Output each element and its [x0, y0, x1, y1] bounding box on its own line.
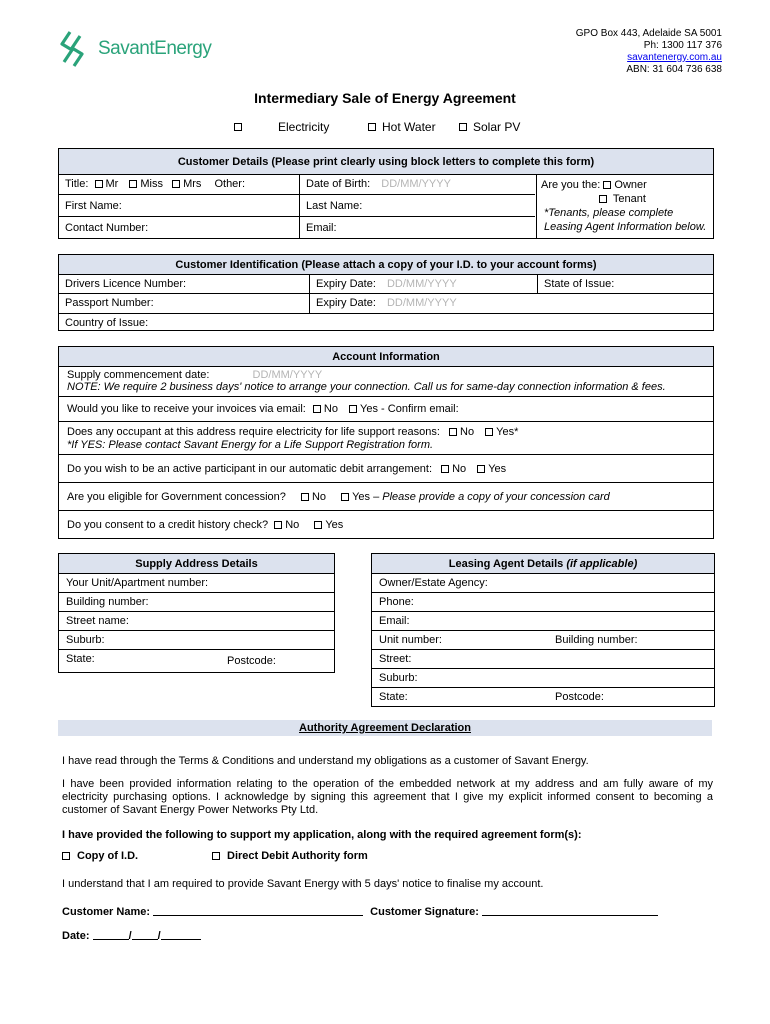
direct-debit-row — [59, 455, 713, 483]
customer-details-section — [58, 148, 714, 239]
agent-unit-row — [372, 631, 714, 650]
title-mrs-checkbox[interactable] — [172, 180, 180, 188]
direct-debit-no-label: No — [452, 463, 467, 475]
agent-state-row — [372, 688, 714, 707]
account-header: Account Information — [59, 347, 713, 367]
state-of-issue-field[interactable] — [537, 275, 713, 293]
direct-debit-form-checkbox[interactable] — [212, 852, 220, 860]
agent-phone-label: Phone: — [379, 596, 414, 608]
concession-yes-checkbox[interactable] — [341, 493, 349, 501]
country-of-issue-field[interactable] — [59, 314, 154, 331]
tenant-note-1: *Tenants, please complete — [544, 207, 674, 219]
identification-header: Customer Identification (Please attach a copy of your I.D. to your account forms) — [59, 255, 713, 275]
supply-building-field[interactable] — [59, 593, 334, 612]
supply-building-label: Building number: — [66, 596, 149, 608]
direct-debit-form-label: Direct Debit Authority form — [227, 850, 368, 862]
invoice-email-row — [59, 397, 713, 422]
customer-row-contact — [59, 217, 535, 239]
country-label: Country of Issue: — [65, 317, 149, 329]
leasing-agent-title: Leasing Agent Details — [448, 558, 564, 570]
company-address: GPO Box 443, Adelaide SA 5001 — [575, 28, 722, 39]
state-of-issue-label: State of Issue: — [544, 278, 615, 290]
supply-date-placeholder[interactable]: DD/MM/YYYY — [252, 369, 323, 381]
solar-pv-label: Solar PV — [473, 120, 521, 134]
contact-number-field[interactable] — [59, 217, 299, 239]
date-label: Date: — [62, 930, 90, 942]
brand-logo — [60, 30, 220, 72]
invoice-yes-checkbox[interactable] — [349, 405, 357, 413]
tenant-checkbox[interactable] — [599, 195, 607, 203]
date-day-line[interactable] — [93, 929, 129, 940]
copy-id-checkbox[interactable] — [62, 852, 70, 860]
concession-question: Are you eligible for Government concession? — [67, 491, 286, 503]
direct-debit-yes-label: Yes — [488, 463, 507, 475]
owner-label: Owner — [614, 179, 647, 191]
supply-postcode-label: Postcode: — [227, 655, 276, 667]
signature-row: Customer Name: Customer Signature: — [62, 905, 713, 919]
tenant-note-2: Leasing Agent Information below. — [544, 221, 707, 233]
agent-street-label: Street: — [379, 653, 412, 665]
supply-state-field[interactable] — [59, 650, 334, 672]
customer-details-header: Customer Details (Please print clearly using block letters to complete this form) — [59, 149, 713, 175]
concession-no-label: No — [311, 491, 327, 503]
concession-no-checkbox[interactable] — [301, 493, 309, 501]
licence-expiry-label: Expiry Date: — [316, 278, 376, 290]
agent-postcode-label[interactable]: Postcode: — [555, 691, 604, 703]
agency-field[interactable] — [372, 574, 714, 593]
title-mr-checkbox[interactable] — [95, 180, 103, 188]
supply-address-section — [58, 553, 335, 673]
life-support-question: Does any occupant at this address require electricity for life support reasons: — [67, 426, 440, 438]
savant-logo-icon — [60, 30, 96, 70]
email-label: Email: — [306, 222, 337, 234]
customer-signature-label: Customer Signature: — [370, 906, 479, 918]
date-month-line[interactable] — [132, 929, 158, 940]
supporting-documents — [62, 850, 713, 864]
passport-number-field[interactable] — [59, 294, 309, 313]
owner-checkbox[interactable] — [603, 181, 611, 189]
life-support-yes-label: Yes* — [496, 426, 519, 438]
invoice-yes-label: Yes - Confirm email: — [360, 403, 459, 415]
copy-id-label: Copy of I.D. — [77, 850, 139, 862]
supply-unit-field[interactable] — [59, 574, 334, 593]
agent-suburb-label: Suburb: — [379, 672, 418, 684]
passport-expiry-field[interactable] — [309, 294, 537, 313]
contact-number-label: Contact Number: — [65, 222, 149, 234]
leasing-agent-section — [371, 553, 715, 707]
passport-expiry-placeholder: DD/MM/YYYY — [386, 297, 457, 309]
credit-check-yes-checkbox[interactable] — [314, 521, 322, 529]
title-miss-label: Miss — [140, 178, 163, 190]
last-name-field[interactable] — [299, 195, 535, 216]
authority-paragraph-3: I have provided the following to support my application, along with the required agreement form(s): — [62, 829, 582, 841]
hot-water-label: Hot Water — [382, 120, 436, 134]
hot-water-checkbox[interactable] — [368, 123, 376, 131]
credit-check-yes-label: Yes — [325, 519, 344, 531]
passport-row — [59, 294, 713, 314]
dob-placeholder: DD/MM/YYYY — [381, 178, 451, 190]
supply-address-header: Supply Address Details — [59, 554, 334, 574]
agent-suburb-field[interactable] — [372, 669, 714, 688]
credit-check-row — [59, 511, 713, 539]
licence-expiry-placeholder: DD/MM/YYYY — [386, 278, 457, 290]
tenant-label: Tenant — [612, 193, 646, 205]
last-name-label: Last Name: — [306, 200, 363, 212]
supply-unit-label: Your Unit/Apartment number: — [66, 577, 209, 589]
brand-name: SavantEnergy — [98, 38, 212, 59]
supply-date-row — [59, 367, 713, 397]
supply-street-label: Street name: — [66, 615, 129, 627]
leasing-agent-title-italic: (if applicable) — [566, 558, 638, 570]
account-information-section — [58, 346, 714, 539]
life-support-no-checkbox[interactable] — [449, 428, 457, 436]
direct-debit-no-checkbox[interactable] — [441, 465, 449, 473]
customer-name-line[interactable] — [153, 905, 363, 916]
supply-date-label: Supply commencement date: — [67, 369, 210, 381]
electricity-label: Electricity — [278, 120, 330, 134]
life-support-note: *If YES: Please contact Savant Energy for a Life Support Registration form. — [67, 439, 434, 451]
dob-label: Date of Birth: — [306, 178, 371, 190]
credit-check-no-checkbox[interactable] — [274, 521, 282, 529]
title-other-label: Other: — [214, 178, 246, 190]
customer-row-title — [59, 175, 535, 195]
company-abn: ABN: 31 604 736 638 — [626, 64, 722, 75]
customer-signature-line[interactable] — [482, 905, 658, 916]
passport-expiry-label: Expiry Date: — [316, 297, 376, 309]
credit-check-question: Do you consent to a credit history check? — [67, 519, 269, 531]
dob-cell[interactable] — [299, 175, 535, 194]
licence-label: Drivers Licence Number: — [65, 278, 187, 290]
agent-state-label[interactable]: State: — [379, 691, 408, 703]
title-cell — [59, 175, 299, 194]
authority-body — [62, 755, 713, 943]
concession-yes-label: Yes – — [352, 491, 380, 503]
life-support-row — [59, 422, 713, 455]
agency-label: Owner/Estate Agency: — [379, 577, 488, 589]
agent-unit-label[interactable]: Unit number: — [379, 634, 442, 646]
supply-suburb-field[interactable] — [59, 631, 334, 650]
title-mrs-label: Mrs — [183, 178, 202, 190]
agent-email-field[interactable] — [372, 612, 714, 631]
life-support-no-label: No — [460, 426, 475, 438]
concession-note: Please provide a copy of your concession card — [382, 491, 610, 503]
agent-email-label: Email: — [379, 615, 410, 627]
licence-row — [59, 275, 713, 294]
direct-debit-yes-checkbox[interactable] — [477, 465, 485, 473]
date-year-line[interactable] — [161, 929, 201, 940]
leasing-agent-header — [372, 554, 714, 574]
company-phone: Ph: 1300 117 376 — [643, 40, 722, 51]
company-website-link[interactable]: savantenergy.com.au — [627, 52, 722, 63]
authority-paragraph-4: I understand that I am required to provide Savant Energy with 5 days' notice to finalise my account. — [62, 878, 544, 890]
solar-pv-checkbox[interactable] — [459, 123, 467, 131]
supply-note: NOTE: We require 2 business days' notice to arrange your connection. Call us for same-day connection information & fees. — [67, 381, 666, 393]
invoice-question: Would you like to receive your invoices via email: — [67, 403, 306, 415]
title-mr-label: Mr — [105, 178, 119, 190]
supply-suburb-label: Suburb: — [66, 634, 105, 646]
direct-debit-question: Do you wish to be an active participant in our automatic debit arrangement: — [67, 463, 433, 475]
licence-number-field[interactable] — [59, 275, 309, 293]
licence-expiry-field[interactable] — [309, 275, 537, 293]
customer-name-label: Customer Name — [62, 906, 147, 918]
service-options — [0, 120, 770, 134]
invoice-no-checkbox[interactable] — [313, 405, 321, 413]
authority-paragraph-1: I have read through the Terms & Conditions and understand my obligations as a customer of Savant Energy. — [62, 755, 589, 767]
credit-check-no-label: No — [285, 519, 300, 531]
passport-label: Passport Number: — [65, 297, 154, 309]
agent-phone-field[interactable] — [372, 593, 714, 612]
first-name-label: First Name: — [65, 200, 122, 212]
authority-paragraph-2: I have been provided information relating to the operation of the embedded network at my address and am fully aware of my electricity purchasing options. I acknowledge by signing this agreement that I give my explicit informed consent to becoming a customer of Savant Energy Power Networks Pty Ltd. — [62, 778, 713, 816]
agent-street-field[interactable] — [372, 650, 714, 669]
title-label: Title: — [65, 178, 89, 190]
authority-header: Authority Agreement Declaration — [58, 720, 712, 736]
are-you-label: Are you the: — [541, 179, 601, 191]
first-name-field[interactable] — [59, 195, 299, 216]
company-contact — [576, 28, 722, 76]
invoice-no-label: No — [323, 403, 338, 415]
electricity-checkbox[interactable] — [234, 123, 242, 131]
supply-street-field[interactable] — [59, 612, 334, 631]
date-row: Date: / / — [62, 929, 713, 943]
page-title: Intermediary Sale of Energy Agreement — [254, 90, 516, 106]
agent-building-label[interactable]: Building number: — [555, 634, 638, 646]
title-miss-checkbox[interactable] — [129, 180, 137, 188]
life-support-yes-checkbox[interactable] — [485, 428, 493, 436]
concession-row — [59, 483, 713, 511]
supply-state-label: State: — [66, 653, 95, 665]
owner-tenant-cell — [536, 175, 713, 238]
customer-identification-section — [58, 254, 714, 331]
customer-row-name — [59, 195, 535, 217]
email-field[interactable] — [299, 217, 535, 239]
